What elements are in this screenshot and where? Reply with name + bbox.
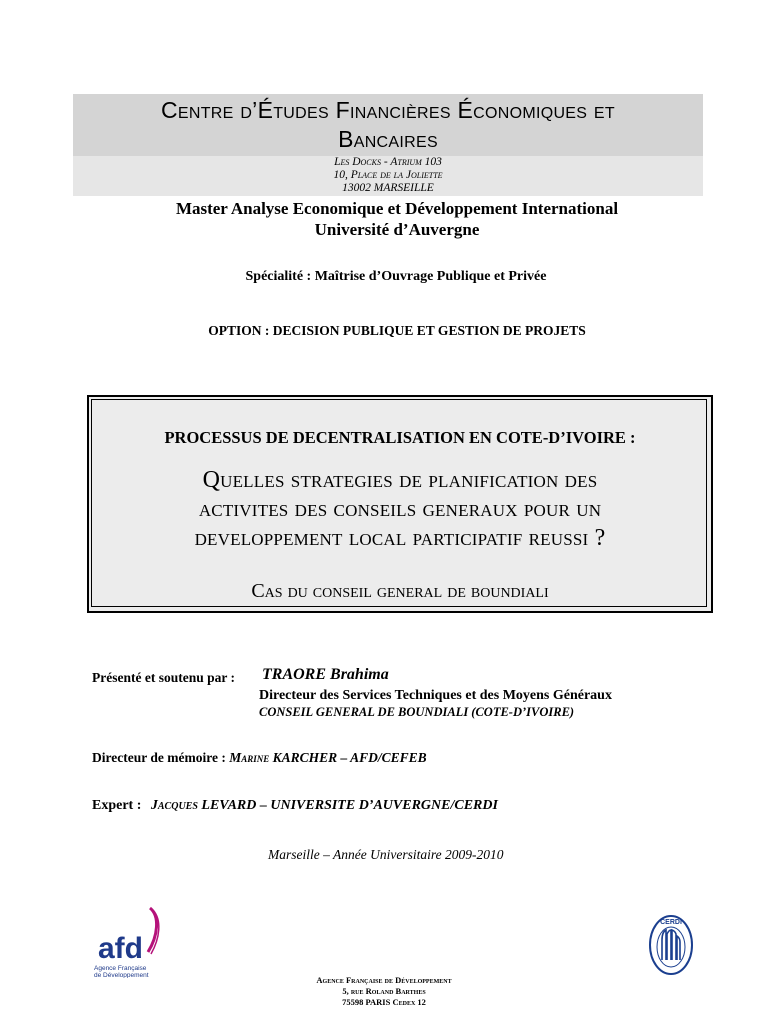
cerdi-logo-text: CERDI (660, 919, 682, 926)
footer-line-1: Agence Française de Développement (316, 975, 452, 985)
expert-first-name: Jacques (150, 798, 198, 813)
afd-logo-text: afd (98, 932, 143, 965)
expert-rest: LEVARD – UNIVERSITE D’AUVERGNE/CERDI (197, 798, 498, 813)
footer-line-3: 75598 PARIS Cedex 12 (342, 997, 426, 1007)
institution-line-2: Bancaires (338, 126, 438, 152)
thesis-title-line-1: Quelles strategies de planification des (202, 467, 598, 493)
institution-name (73, 96, 703, 154)
expert-label: Expert : (92, 798, 142, 813)
director-first-name: Marine (229, 750, 270, 765)
director-line (92, 750, 427, 766)
afd-logo (92, 906, 174, 978)
author-label: Présenté et soutenu par : (92, 670, 235, 685)
thesis-title-line-3: developpement local participatif reussi ? (194, 525, 606, 551)
director-rest: KARCHER – AFD/CEFEB (269, 750, 427, 765)
address-line-1: Les Docks - Atrium 103 (334, 156, 442, 168)
thesis-heading: PROCESSUS DE DECENTRALISATION EN COTE-D’IVOIRE : (164, 428, 636, 447)
author-name: TRAORE Brahima (262, 666, 389, 683)
address-line-3: 13002 MARSEILLE (342, 182, 434, 194)
footer-line-2: 5, rue Roland Barthes (342, 986, 426, 996)
cerdi-logo (648, 914, 694, 976)
thesis-title (87, 466, 713, 553)
expert-line (92, 798, 498, 814)
thesis-title-line-2: activites des conseils generaux pour un (198, 496, 602, 522)
option: OPTION : DECISION PUBLIQUE ET GESTION DE PROJETS (208, 323, 586, 338)
university-name: Université d’Auvergne (314, 220, 480, 239)
author-org: CONSEIL GENERAL DE BOUNDIALI (COTE-D’IVOIRE) (259, 705, 575, 719)
institution-line-1: Centre d’Études Financières Économiques et (161, 97, 615, 123)
author-role: Directeur des Services Techniques et des Moyens Généraux (259, 688, 612, 703)
address-line-2: 10, Place de la Joliette (333, 169, 443, 181)
afd-logo-sub2: de Développement (94, 972, 149, 978)
director-label: Directeur de mémoire : (92, 750, 226, 765)
date-line: Marseille – Année Universitaire 2009-2010 (268, 847, 504, 862)
afd-logo-sub1: Agence Française (94, 965, 147, 972)
thesis-subtitle: Cas du conseil general de boundiali (251, 580, 549, 602)
specialty: Spécialité : Maîtrise d’Ouvrage Publique et Privée (245, 269, 547, 284)
master-program: Master Analyse Economique et Développement International (175, 199, 619, 218)
